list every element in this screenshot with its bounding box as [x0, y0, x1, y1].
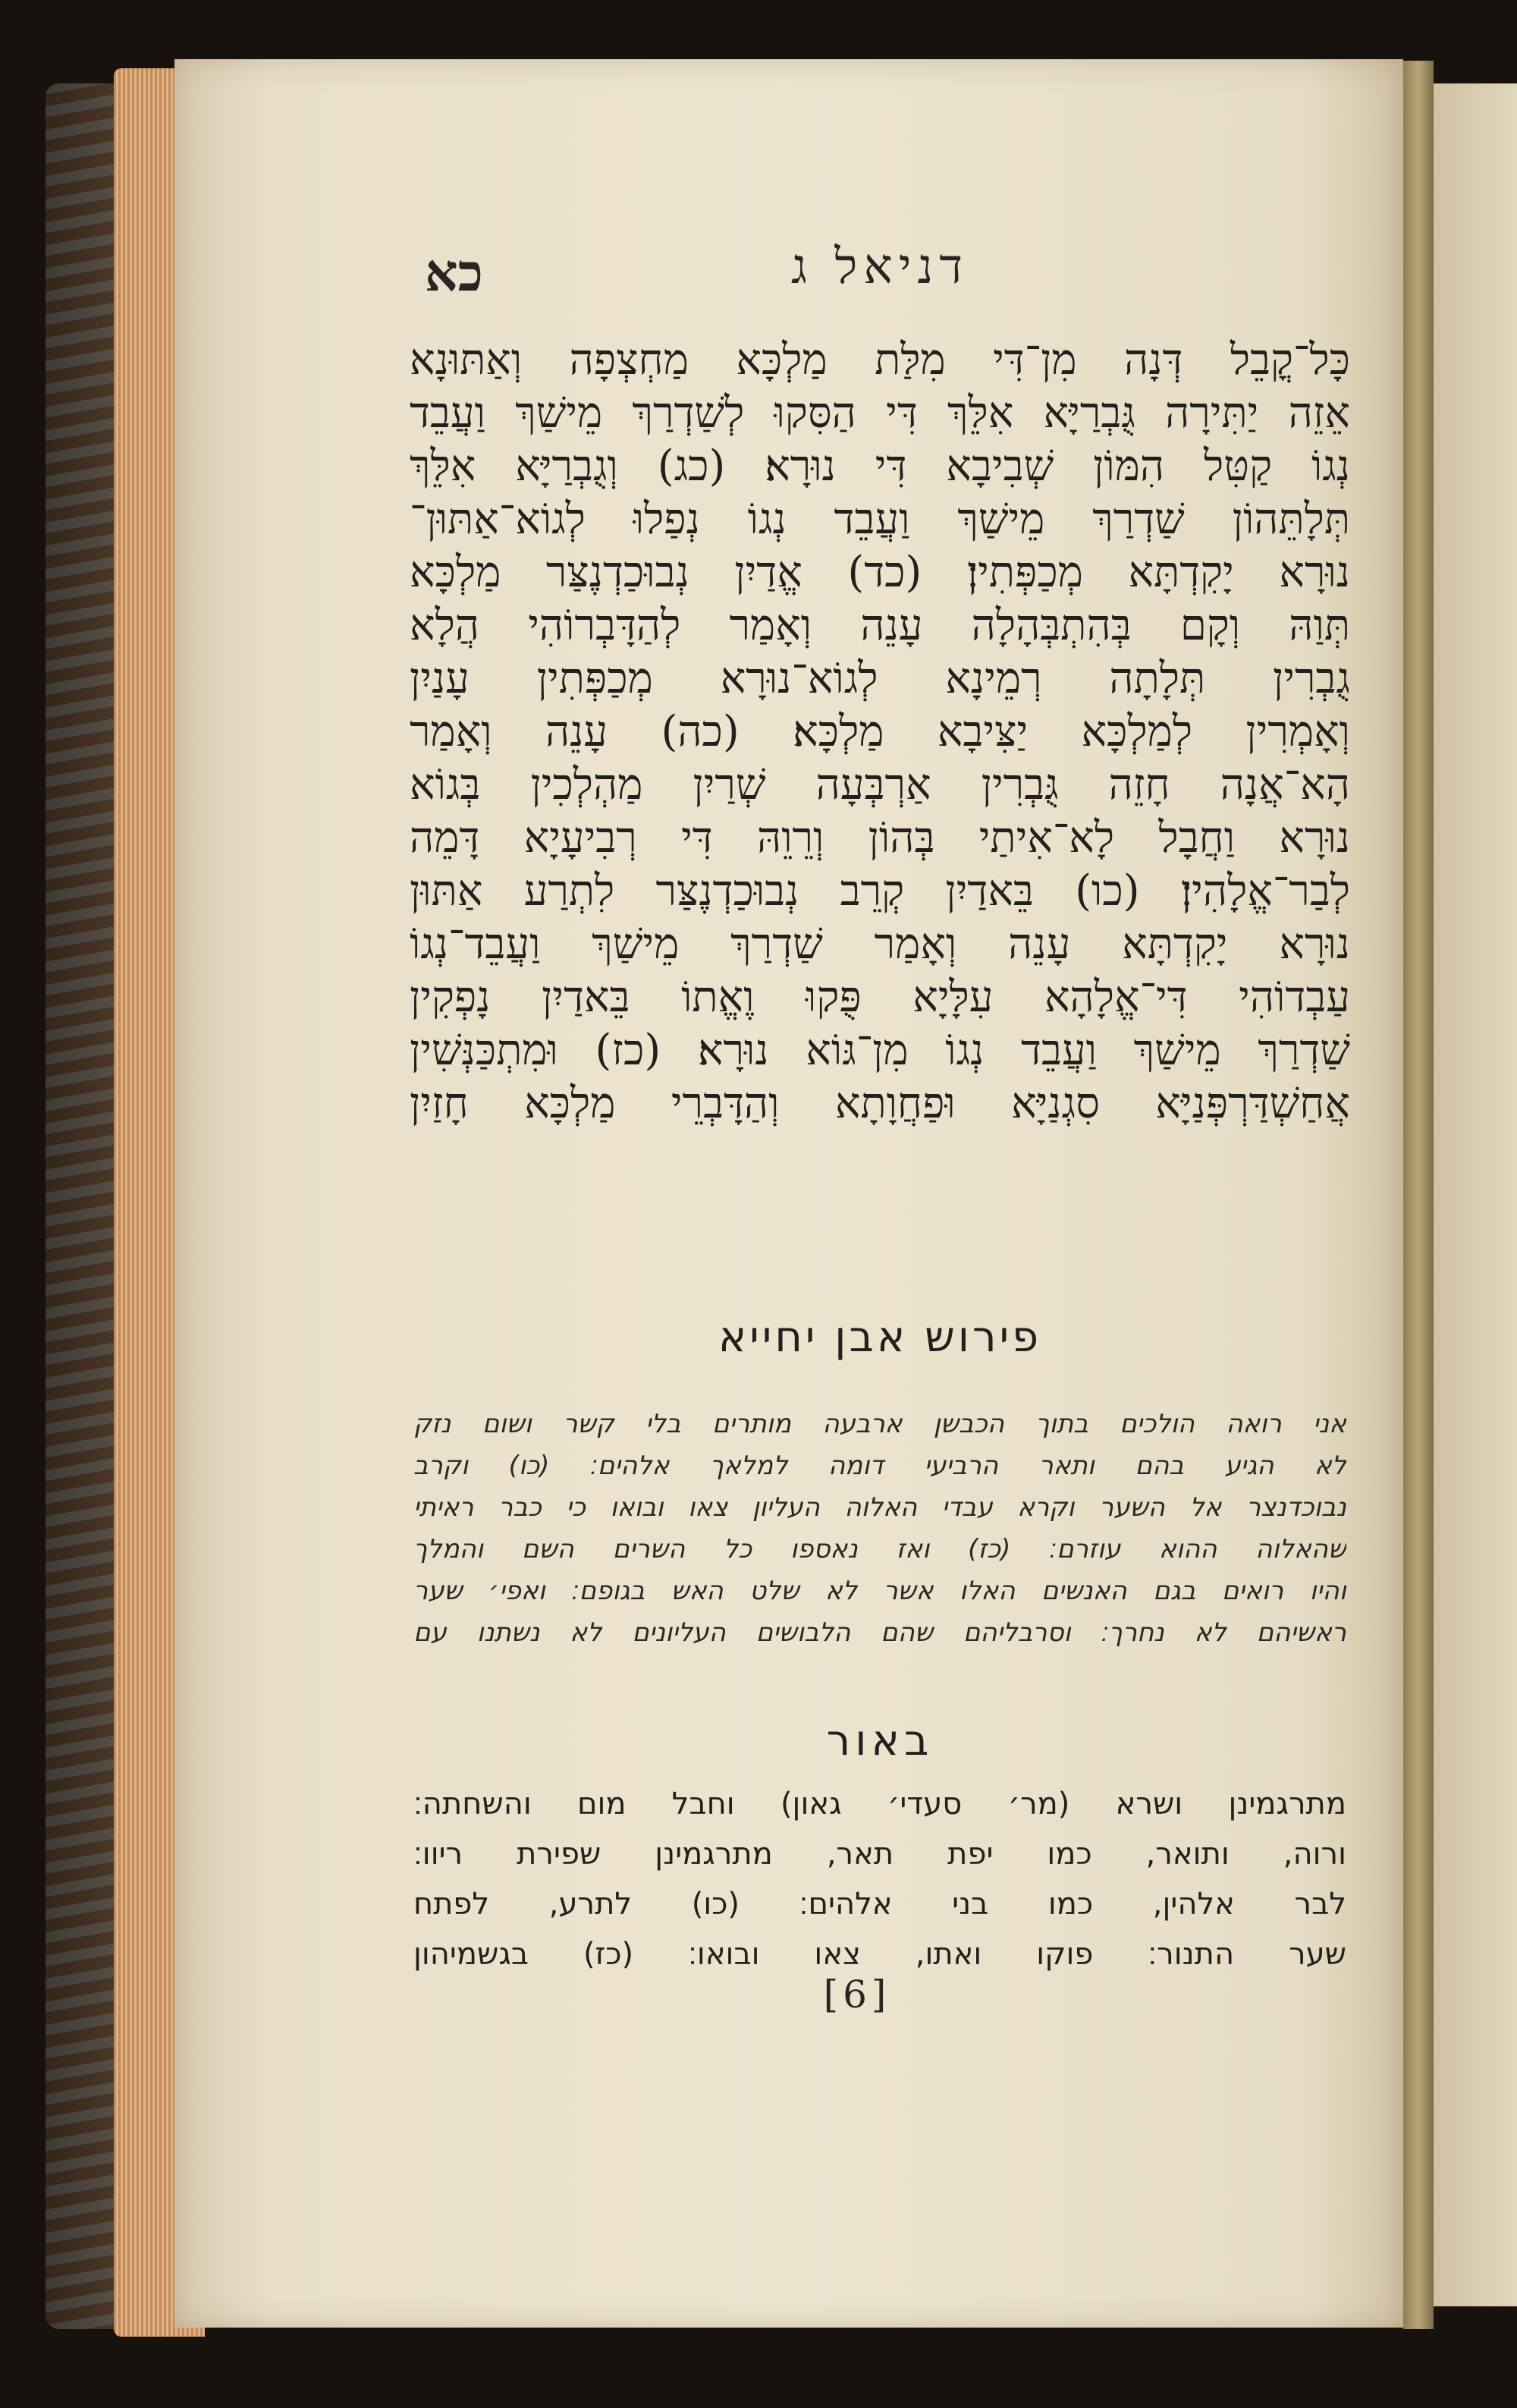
main-text — [410, 334, 1350, 1130]
commentary-line: אני רואה הולכים בתוך הכבשן ארבעה מותרים בלי קשר ושום נזק — [413, 1409, 1346, 1439]
facing-page — [1434, 83, 1517, 2306]
book-gutter — [1403, 61, 1434, 2329]
main-text-line: תְּוַהּ וְקָם בְּהִתְבְּהָלָה עָנֵה וְאָמַר לְהַדָּבְרוֹהִי הֲלָא — [410, 601, 1350, 650]
running-title: דניאל ג — [790, 239, 969, 295]
signature-mark: [6] — [823, 1973, 891, 2017]
commentary-heading: פירוש אבן יחייא — [718, 1312, 1042, 1362]
commentary-line: נבוכדנצר אל השער וקרא עבדי האלוה העליון צאו ובואו כי כבר ראיתי — [413, 1492, 1346, 1523]
commentary-line: והיו רואים בגם האנשים האלו אשר לא שלט האש בגופם׃ ואפי׳ שער — [413, 1576, 1346, 1606]
main-text-line: נוּרָא יָקִדְתָּא מְכַפְּתִין׃ (כד) אֱדַיִן נְבוּכַדְנֶצַּר מַלְכָּא — [410, 548, 1350, 597]
main-text-line: גֻבְרִין תְּלָתָה רְמֵינָא לְגוֹא־נוּרָא מְכַפְּתִין עָנַיִן — [410, 654, 1350, 703]
main-text-line: הָא־אֲנָה חָזֵה גֻּבְרִין אַרְבְּעָה שְׁרַיִן מַהְלְכִין בְּגוֹא — [410, 760, 1350, 809]
main-text-line: נוּרָא יָקִדְתָּא עָנֵה וְאָמַר שַׁדְרַךְ מֵישַׁךְ וַעֲבֵד־נְגוֹ — [410, 920, 1350, 969]
commentary-text — [413, 1404, 1346, 1654]
biur-line: שער התנור׃ פוקו ואתו, צאו ובואו׃ (כז) בגשמיהון — [413, 1937, 1346, 1972]
main-text-line: אֲחַשְׁדַּרְפְּנַיָּא סִגְנַיָּא וּפַחֲוָתָא וְהַדָּבְרֵי מַלְכָּא חָזַיִן — [410, 1079, 1350, 1128]
biur-heading: באור — [826, 1716, 934, 1765]
main-text-line: עַבְדוֹהִי דִּי־אֱלָהָא עִלָּיָא פֻּקוּ וֶאֱתוֹ בֵּאדַיִן נָפְקִין — [410, 973, 1350, 1022]
biur-line: מתרגמינן ושרא (מר׳ סעדי׳ גאון) וחבל מום והשחתה׃ — [413, 1787, 1346, 1822]
main-text-line: כָּל־קֳבֵל דְּנָה מִן־דִּי מִלַּת מַלְכָּא מַחְצְפָה וְאַתּוּנָא — [410, 335, 1350, 385]
main-text-line: אֵזֵה יַתִּירָה גֻּבְרַיָּא אִלֵּךְ דִּי הַסִּקוּ לְשַׁדְרַךְ מֵישַׁךְ וַעֲבֵד — [410, 388, 1350, 438]
biur-line: ורוה, ותואר, כמו יפת תאר, מתרגמינן שפירת ריוו׃ — [413, 1837, 1346, 1872]
commentary-line: שהאלוה ההוא עוזרם׃ (כז) ואז נאספו כל השרים השם והמלך — [413, 1534, 1346, 1564]
main-text-line: תְּלָתֵּהוֹן שַׁדְרַךְ מֵישַׁךְ וַעֲבֵד נְגוֹ נְפַלוּ לְגוֹא־אַתּוּן־ — [410, 495, 1350, 544]
main-text-line: וְאָמְרִין לְמַלְכָּא יַצִּיבָא מַלְכָּא׃ (כה) עָנֵה וְאָמַר — [410, 707, 1350, 756]
commentary-line: לא הגיע בהם ותאר הרביעי דומה למלאך אלהים׃ (כו) וקרב — [413, 1451, 1346, 1481]
biur-text — [413, 1779, 1346, 1979]
commentary-line: ראשיהם לא נחרך׃ וסרבליהם שהם הלבושים העליונים לא נשתנו עם — [413, 1617, 1346, 1648]
main-text-line: לְבַר־אֱלָהִין׃ (כו) בֵּאדַיִן קְרֵב נְבוּכַדְנֶצַּר לִתְרַע אַתּוּן — [410, 866, 1350, 916]
page-number: כא — [425, 243, 483, 303]
main-text-line: נְגוֹ קַטִּל הִמּוֹן שְׁבִיבָא דִּי נוּרָא׃ (כג) וְגֻבְרַיָּא אִלֵּךְ — [410, 442, 1350, 491]
main-text-line: נוּרָא וַחֲבָל לָא־אִיתַי בְּהוֹן וְרֵוֵהּ דִּי רְבִיעָיָא דָּמֵה — [410, 813, 1350, 863]
biur-line: לבר אלהין, כמו בני אלהים׃ (כו) לתרע, לפתח — [413, 1887, 1346, 1922]
main-text-line: שַׁדְרַךְ מֵישַׁךְ וַעֲבֵד נְגוֹ מִן־גּוֹא נוּרָא׃ (כז) וּמִתְכַּנְּשִׁין — [410, 1026, 1350, 1075]
